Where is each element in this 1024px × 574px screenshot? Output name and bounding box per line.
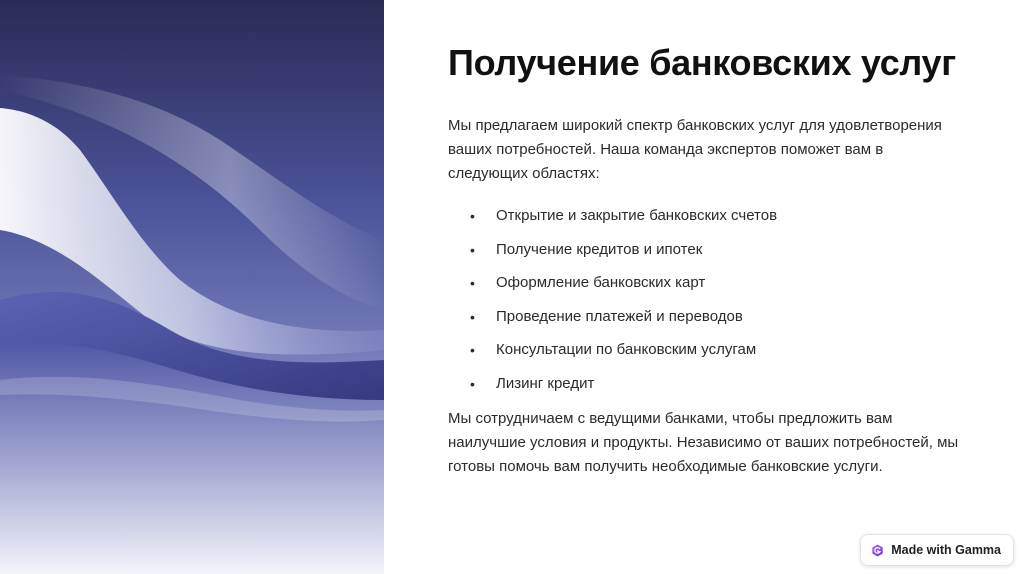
outro-paragraph: Мы сотрудничаем с ведущими банками, чтобы предложить вам наилучшие условия и продукты. Независимо от ваших потребностей, мы готовы помочь вам получить необходимые банковские услуги. <box>448 410 959 475</box>
slide-title: Получение банковских услуг <box>448 42 956 83</box>
bullet-icon: • <box>470 375 475 392</box>
list-item-text: Лизинг кредит <box>496 374 595 392</box>
list-item <box>448 374 968 394</box>
bullet-icon: • <box>470 241 475 258</box>
wave-illustration <box>0 0 384 574</box>
list-item <box>448 273 968 293</box>
list-item-text: Открытие и закрытие банковских счетов <box>496 207 778 224</box>
bullet-icon: • <box>470 275 475 291</box>
bullet-icon: • <box>470 308 475 325</box>
intro-paragraph: Мы предлагаем широкий спектр банковских услуг для удовлетворения ваших потребностей. Наша команда экспертов поможет вам в следующих областях: <box>448 117 942 182</box>
list-item-text: Проведение платежей и переводов <box>496 307 743 325</box>
made-with-gamma-badge[interactable] <box>860 534 1014 566</box>
badge-label: Made with Gamma <box>891 543 1001 557</box>
list-item <box>448 240 968 260</box>
list-item-text: Консультации по банковским услугам <box>496 341 757 358</box>
list-item <box>448 340 968 360</box>
list-item-text: Оформление банковских карт <box>496 274 706 291</box>
abstract-wave-image <box>0 0 384 574</box>
slide-content <box>448 42 968 479</box>
bullet-icon: • <box>470 342 475 358</box>
bullet-icon: • <box>470 208 475 224</box>
list-item-text: Получение кредитов и ипотек <box>496 240 703 258</box>
list-item <box>448 307 968 327</box>
list-item <box>448 206 968 226</box>
gamma-logo-icon <box>871 544 884 557</box>
services-list <box>448 206 968 394</box>
